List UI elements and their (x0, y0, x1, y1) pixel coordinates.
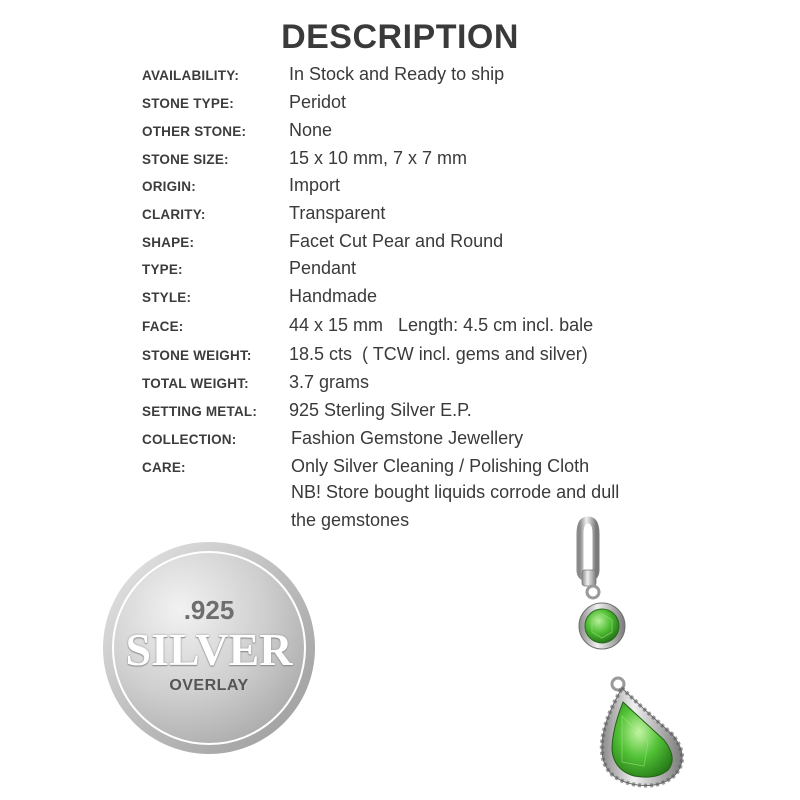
spec-label: CLARITY: (142, 207, 206, 222)
spec-row-setting-metal (0, 398, 800, 426)
spec-value: Import (289, 175, 341, 195)
spec-value: Peridot (289, 92, 347, 112)
care-note-line-2: the gemstones (291, 510, 410, 530)
spec-row-total-weight (0, 370, 800, 398)
spec-row-stone-type (0, 90, 800, 118)
spec-row-origin (0, 173, 800, 201)
spec-label: STONE SIZE: (142, 152, 229, 167)
spec-row-face (0, 313, 800, 341)
spec-row-collection (0, 426, 800, 454)
spec-value: 925 Sterling Silver E.P. (289, 400, 472, 420)
peridot-pendant-icon (560, 512, 700, 792)
spec-value: Only Silver Cleaning / Polishing Cloth (291, 456, 590, 476)
spec-label: SHAPE: (142, 235, 195, 250)
spec-row-shape (0, 229, 800, 257)
care-note-line-1: NB! Store bought liquids corrode and dull (291, 482, 620, 502)
spec-value: Pendant (289, 258, 357, 278)
spec-value: Facet Cut Pear and Round (289, 231, 504, 251)
spec-row-type (0, 256, 800, 284)
spec-label: FACE: (142, 319, 184, 334)
spec-value: 15 x 10 mm, 7 x 7 mm (289, 148, 468, 168)
spec-row-clarity (0, 201, 800, 229)
spec-value: None (289, 120, 333, 140)
spec-label: STONE TYPE: (142, 96, 234, 111)
spec-label: TYPE: (142, 262, 183, 277)
spec-row-stone-size (0, 146, 800, 174)
spec-value: Transparent (289, 203, 386, 223)
silver-overlay-badge (102, 541, 316, 755)
spec-label: AVAILABILITY: (142, 68, 240, 83)
spec-value: 44 x 15 mm Length: 4.5 cm incl. bale (289, 315, 594, 335)
spec-value: Fashion Gemstone Jewellery (291, 428, 524, 448)
badge-number: .925 (183, 595, 235, 625)
spec-label: COLLECTION: (142, 432, 237, 447)
badge-metal: SILVER (125, 624, 293, 675)
spec-label: TOTAL WEIGHT: (142, 376, 249, 391)
spec-label: SETTING METAL: (142, 404, 258, 419)
spec-label: OTHER STONE: (142, 124, 247, 139)
spec-row-other-stone (0, 118, 800, 146)
spec-row-style (0, 284, 800, 312)
pendant-image (560, 512, 700, 792)
spec-value: 18.5 cts ( TCW incl. gems and silver) (289, 344, 588, 364)
spec-row-availability (0, 62, 800, 90)
spec-value: 3.7 grams (289, 372, 370, 392)
spec-value: In Stock and Ready to ship (289, 64, 505, 84)
spec-label: CARE: (142, 460, 186, 475)
page-title: DESCRIPTION (281, 18, 519, 56)
spec-label: STONE WEIGHT: (142, 348, 252, 363)
spec-value: Handmade (289, 286, 378, 306)
spec-row-stone-weight (0, 342, 800, 370)
badge-type: OVERLAY (169, 677, 249, 694)
spec-label: STYLE: (142, 290, 192, 305)
spec-row-care (0, 454, 800, 482)
spec-label: ORIGIN: (142, 179, 196, 194)
